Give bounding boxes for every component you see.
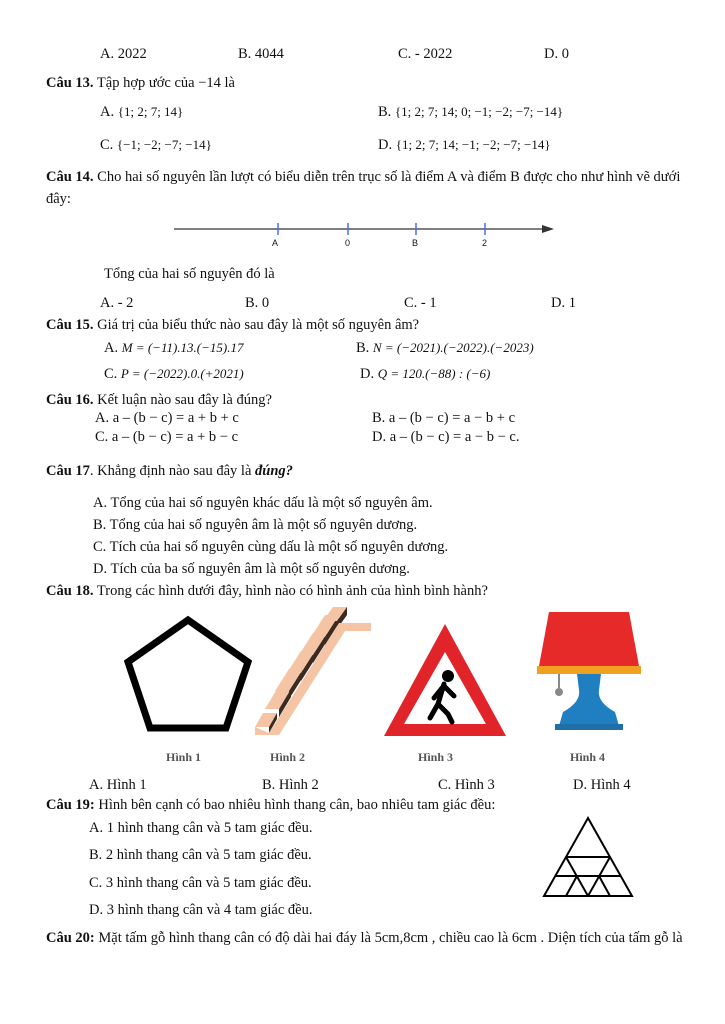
option-c: C. P = (−2022).0.(+2021): [104, 366, 244, 382]
option-b: B. 0: [245, 295, 270, 311]
option-c: C. Tích của hai số nguyên cùng dấu là một số nguyên dương.: [93, 539, 449, 555]
axis-label-b: B: [412, 238, 419, 248]
question-16: [46, 392, 272, 409]
option-d: D. a – (b − c) = a − b − c.: [372, 429, 520, 445]
option-b: B. Hình 2: [262, 777, 319, 793]
figure-caption-1: Hình 1: [166, 750, 202, 764]
question-label: Câu 16.: [46, 392, 94, 408]
option-a: A. a – (b − c) = a + b + c: [95, 410, 239, 426]
option-b: B. 4044: [238, 46, 284, 62]
option-a: A. M = (−11).13.(−15).17: [104, 340, 244, 356]
question-label: Câu 17: [46, 463, 90, 479]
warning-sign-figure: [378, 618, 512, 742]
question-emphasis: đúng?: [255, 463, 293, 479]
figure-caption-3: Hình 3: [418, 750, 454, 764]
option-b: B. {1; 2; 7; 14; 0; −1; −2; −7; −14}: [378, 104, 564, 120]
question-text: . Khẳng định nào sau đây là: [89, 463, 256, 479]
question-label: Câu 14.: [46, 169, 94, 185]
option-b: B. a – (b − c) = a − b + c: [372, 410, 516, 426]
staircase-figure: [255, 607, 375, 742]
question-20: [46, 927, 686, 949]
question-text: Hình bên cạnh có bao nhiêu hình thang cân, bao nhiêu tam giác đều:: [94, 797, 496, 813]
number-line: [170, 218, 560, 254]
option-a: A. 1 hình thang cân và 5 tam giác đều.: [89, 820, 313, 836]
option-d: D. Q = 120.(−88) : (−6): [360, 366, 491, 382]
question-19: [46, 797, 495, 814]
question-text: Cho hai số nguyên lần lượt có biểu diễn trên trục số là điểm A và điểm B được cho như hình vẽ dưới đây:: [46, 169, 681, 207]
option-d: D. 1: [551, 295, 576, 311]
question-14: [46, 166, 686, 210]
triangle-figure: [540, 814, 636, 900]
option-c: C. - 2022: [398, 46, 453, 62]
option-c: C. a – (b − c) = a + b − c: [95, 429, 239, 445]
figure-caption-2: Hình 2: [270, 750, 306, 764]
question-label: Câu 19:: [46, 797, 95, 813]
option-d: D. 3 hình thang cân và 4 tam giác đều.: [89, 902, 313, 918]
option-b: B. N = (−2021).(−2022).(−2023): [356, 340, 534, 356]
question-15: [46, 317, 419, 334]
question-text: Tập hợp ước của −14 là: [93, 75, 235, 91]
option-d: D. 0: [544, 46, 569, 62]
option-d: D. Tích của ba số nguyên âm là một số nguyên dương.: [93, 561, 410, 577]
option-a: A. Hình 1: [89, 777, 147, 793]
option-a: A. {1; 2; 7; 14}: [100, 104, 184, 120]
option-d: D. Hình 4: [573, 777, 631, 793]
option-d: D. {1; 2; 7; 14; −1; −2; −7; −14}: [378, 137, 551, 153]
question-label: Câu 13.: [46, 75, 94, 91]
question-17: [46, 463, 293, 480]
lamp-figure: [535, 610, 645, 740]
question-18: [46, 583, 488, 600]
option-b: B. Tổng của hai số nguyên âm là một số nguyên dương.: [93, 517, 418, 533]
option-c: C. {−1; −2; −7; −14}: [100, 137, 212, 153]
figure-caption-4: Hình 4: [570, 750, 606, 764]
question-label: Câu 18.: [46, 583, 94, 599]
pentagon-figure: [120, 610, 260, 738]
option-c: C. Hình 3: [438, 777, 495, 793]
question-label: Câu 15.: [46, 317, 94, 333]
question-text: Kết luận nào sau đây là đúng?: [93, 392, 272, 408]
question-label: Câu 20:: [46, 930, 95, 946]
option-a: A. 2022: [100, 46, 147, 62]
axis-label-a: A: [272, 238, 279, 248]
question-text: Tổng của hai số nguyên đó là: [104, 266, 275, 282]
question-text: Trong các hình dưới đây, hình nào có hình ảnh của hình bình hành?: [93, 583, 488, 599]
option-a: A. - 2: [100, 295, 134, 311]
question-13: [46, 75, 235, 92]
question-text: Giá trị của biểu thức nào sau đây là một số nguyên âm?: [93, 317, 420, 333]
question-text: Mặt tấm gỗ hình thang cân có độ dài hai đáy là 5cm,8cm , chiều cao là 6cm . Diện tích của tấm gỗ là: [94, 930, 683, 946]
axis-label-2: 2: [482, 238, 488, 248]
option-a: A. Tổng của hai số nguyên khác dấu là một số nguyên âm.: [93, 495, 433, 511]
axis-label-0: 0: [345, 238, 351, 248]
option-b: B. 2 hình thang cân và 5 tam giác đều.: [89, 847, 312, 863]
option-c: C. 3 hình thang cân và 5 tam giác đều.: [89, 875, 312, 891]
option-c: C. - 1: [404, 295, 437, 311]
